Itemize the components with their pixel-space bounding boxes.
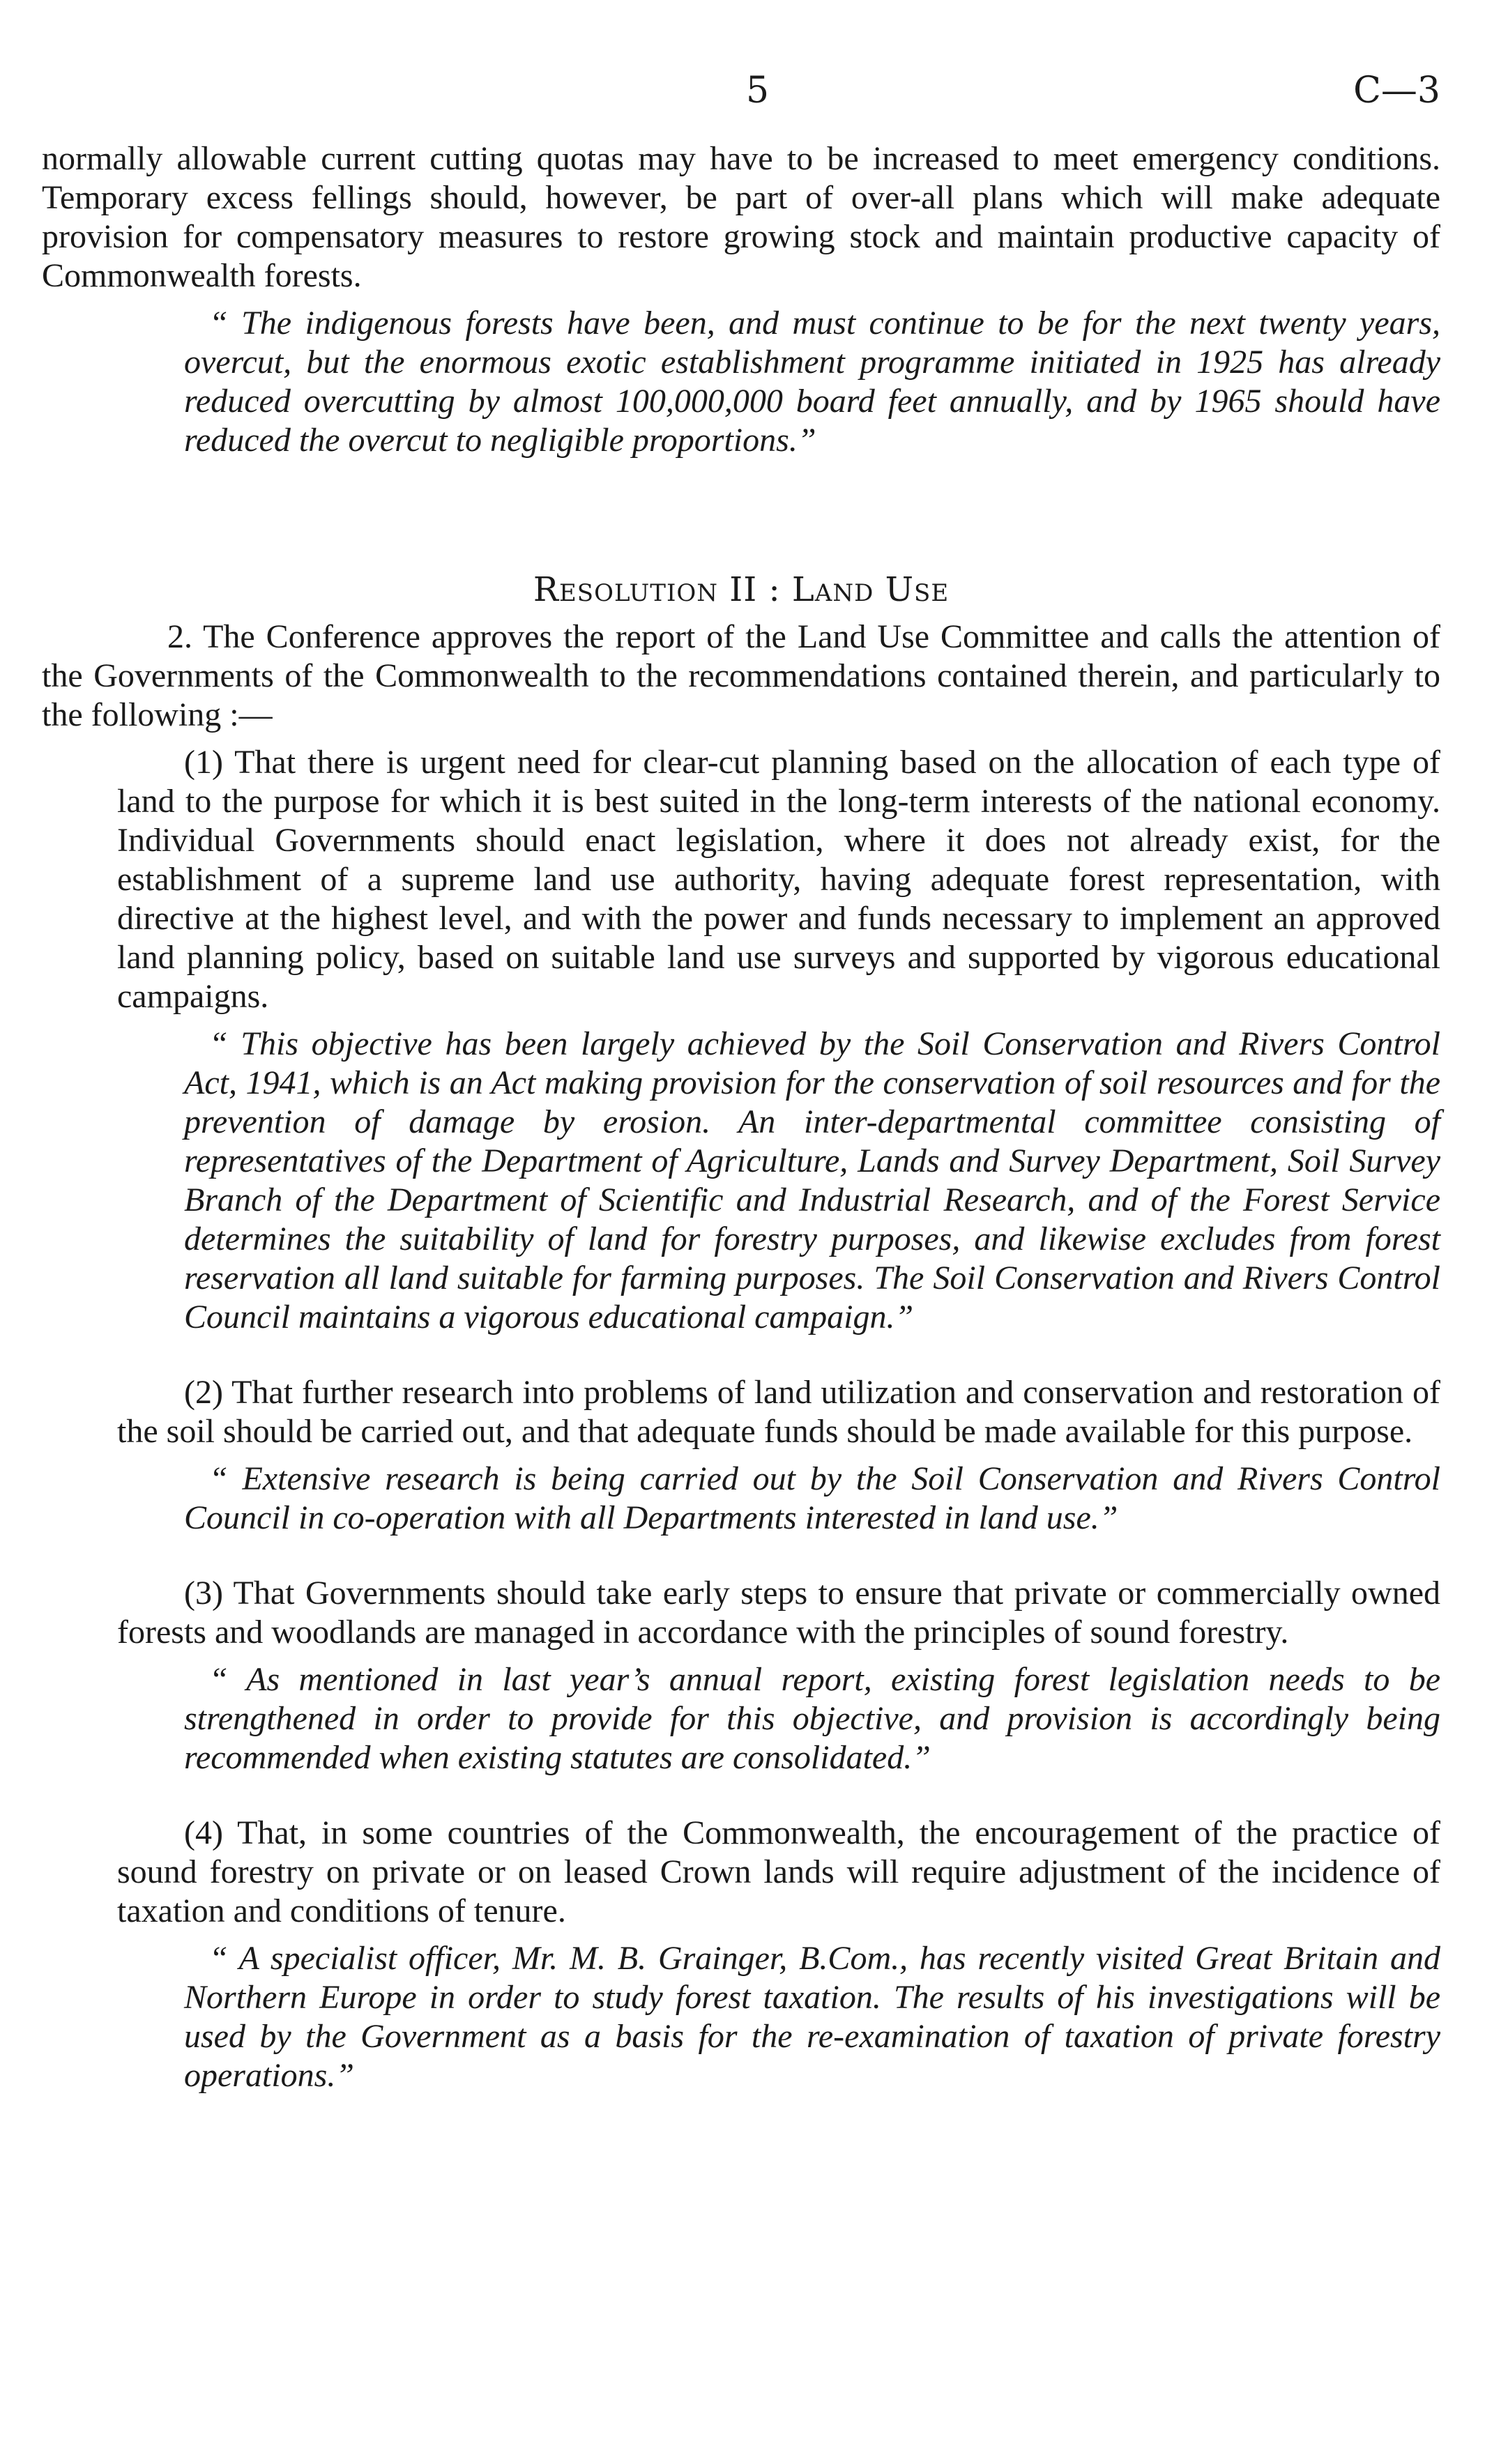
recommendation-item-4: (4) That, in some countries of the Commonwealth, the encouragement of the practice of sound forestry on private or on leased Crown lands will require adjustment of the incidence of taxation and conditions of tenure. [117,1814,1440,1929]
resolution-heading: Resolution II : Land Use [533,570,950,609]
recommendation-item-1: (1) That there is urgent need for clear-cut planning based on the allocation of each type of land to the purpose for which it is best suited in the long-term interests of the national economy. Individual Governments should enact legislation, where it does not already exist, for the establishment of a supreme land use authority, having adequate forest representation, with directive at the highest level, and with the power and funds necessary to implement an approved land planning policy, based on suitable land use surveys and supported by vigorous educational campaigns. [117,744,1440,1015]
resolution-intro: 2. The Conference approves the report of the Land Use Committee and calls the attention of the Governments of the Commonwealth to the recommendations contained therein, and particularly to the following :— [42,618,1440,733]
recommendation-response-1: “ This objective has been largely achieved by the Soil Conservation and Rivers Control Act, 1941, which is an Act making provision for the conservation of soil resources and for the prevention of damage by erosion. An inter-departmental committee consisting of representatives of the Department of Agriculture, Lands and Survey Department, Soil Survey Branch of the Department of Scientific and Industrial Research, and of the Forest Service determines the suitability of land for forestry purposes, and likewise excludes from forest reservation all land suitable for farming purposes. The Soil Conservation and Rivers Control Council maintains a vigorous educational campaign.” [184,1025,1440,1336]
recommendation-response-4: “ A specialist officer, Mr. M. B. Grainger, B.Com., has recently visited Great Britain and Northern Europe in order to study forest taxation. The results of his investigations will be used by the Government as a basis for the re-examination of taxation of private forestry operations.” [184,1940,1440,2094]
recommendation-item-2: (2) That further research into problems of land utilization and conservation and restoration of the soil should be carried out, and that adequate funds should be made available for this purpose. [117,1374,1440,1450]
continuation-quote: “ The indigenous forests have been, and must continue to be for the next twenty years, overcut, but the enormous exotic establishment programme initiated in 1925 has already reduced overcutting by almost 100,000,000 board feet annually, and by 1965 should have reduced the overcut to negligible proportions.” [184,305,1440,459]
recommendation-item-3: (3) That Governments should take early steps to ensure that private or commercially owned forests and woodlands are managed in accordance with the principles of sound forestry. [117,1575,1440,1651]
page-header [42,70,1440,139]
recommendation-response-2: “ Extensive research is being carried out by the Soil Conservation and Rivers Control Council in co-operation with all Departments interested in land use.” [184,1460,1440,1536]
document-page [42,70,1440,2095]
continuation-paragraph: normally allowable current cutting quotas may have to be increased to meet emergency conditions. Temporary excess fellings should, however, be part of over-all plans which will make adequate provision for compensatory measures to restore growing stock and maintain productive capacity of Commonwealth forests. [42,140,1440,294]
recommendation-response-3: “ As mentioned in last year’s annual report, existing forest legislation needs to be strengthened in order to provide for this objective, and provision is accordingly being recommended when existing statutes are consolidated.” [184,1661,1440,1776]
page-number: 5 [746,70,770,112]
document-reference: C—3 [1353,70,1440,112]
